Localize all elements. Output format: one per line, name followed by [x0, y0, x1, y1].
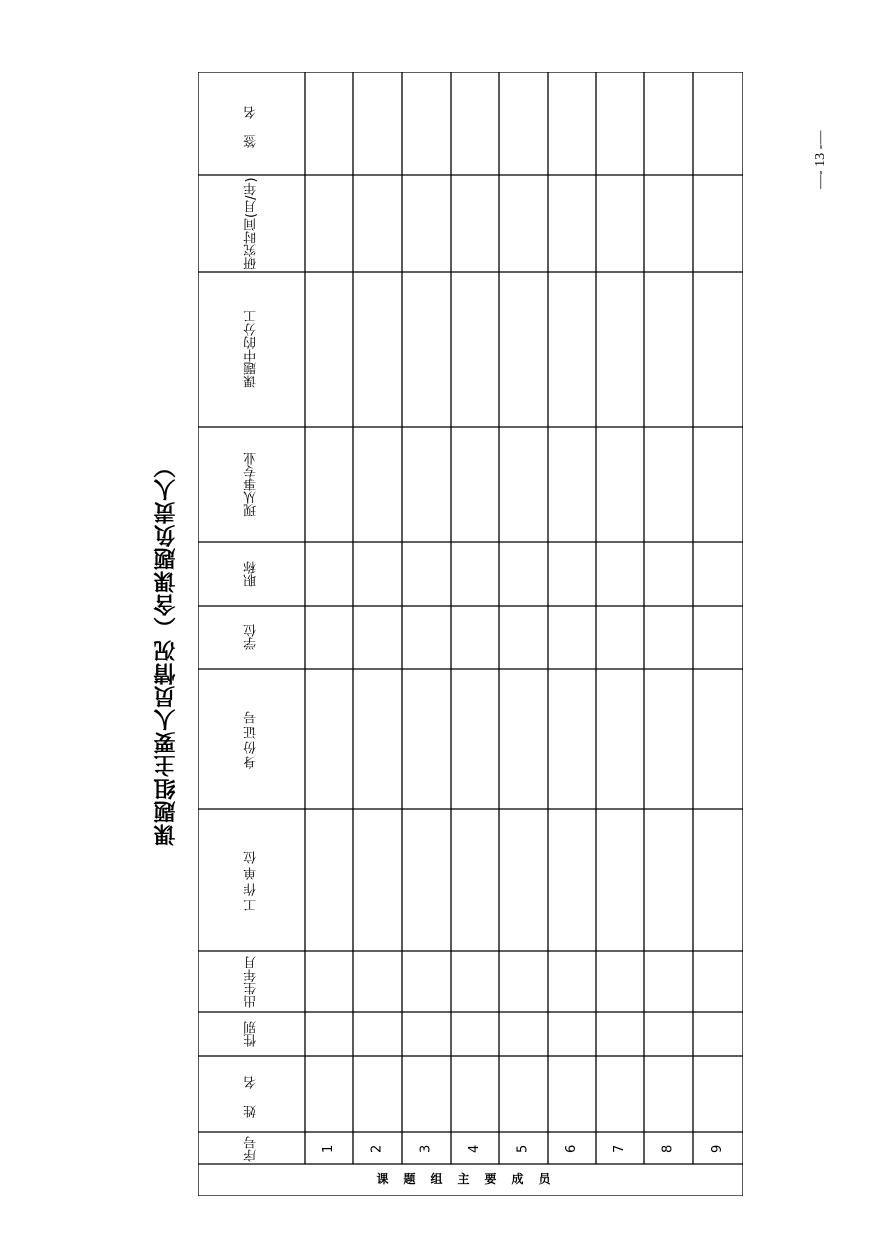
row-number: 3: [418, 1144, 434, 1154]
header-degree: 学位: [244, 624, 260, 651]
row-number: 9: [710, 1144, 726, 1154]
row-number: 7: [612, 1144, 628, 1154]
side-label: 课题组主要成员: [376, 1171, 566, 1186]
header-task: 课题中的分工: [244, 310, 260, 389]
title-container: [148, 440, 184, 860]
header-name: 姓 名: [244, 1069, 260, 1119]
header-title: 职称: [244, 561, 260, 587]
row-number: 1: [321, 1144, 337, 1154]
header-gender: 性别: [244, 1021, 260, 1047]
row-number: 4: [467, 1144, 483, 1154]
document-title: 课题组主要人员情况（含课题负责人）: [153, 454, 179, 846]
header-serial: 序号: [244, 1136, 260, 1162]
row-number: 6: [564, 1144, 580, 1154]
header-signature: 签 名: [244, 99, 260, 149]
row-number: 8: [660, 1144, 676, 1154]
header-workplace: 工作单位: [244, 848, 260, 912]
row-number: 5: [515, 1144, 531, 1154]
header-id-number: 身份证号: [244, 709, 260, 769]
page-number: —- 13 -—: [813, 130, 828, 190]
header-birth: 出生年月: [244, 956, 260, 1008]
members-table: [198, 72, 743, 1196]
header-specialty: 现从事专业: [244, 452, 260, 517]
header-research-time: 研究时间(月/年): [244, 177, 260, 270]
row-number: 2: [369, 1144, 385, 1154]
